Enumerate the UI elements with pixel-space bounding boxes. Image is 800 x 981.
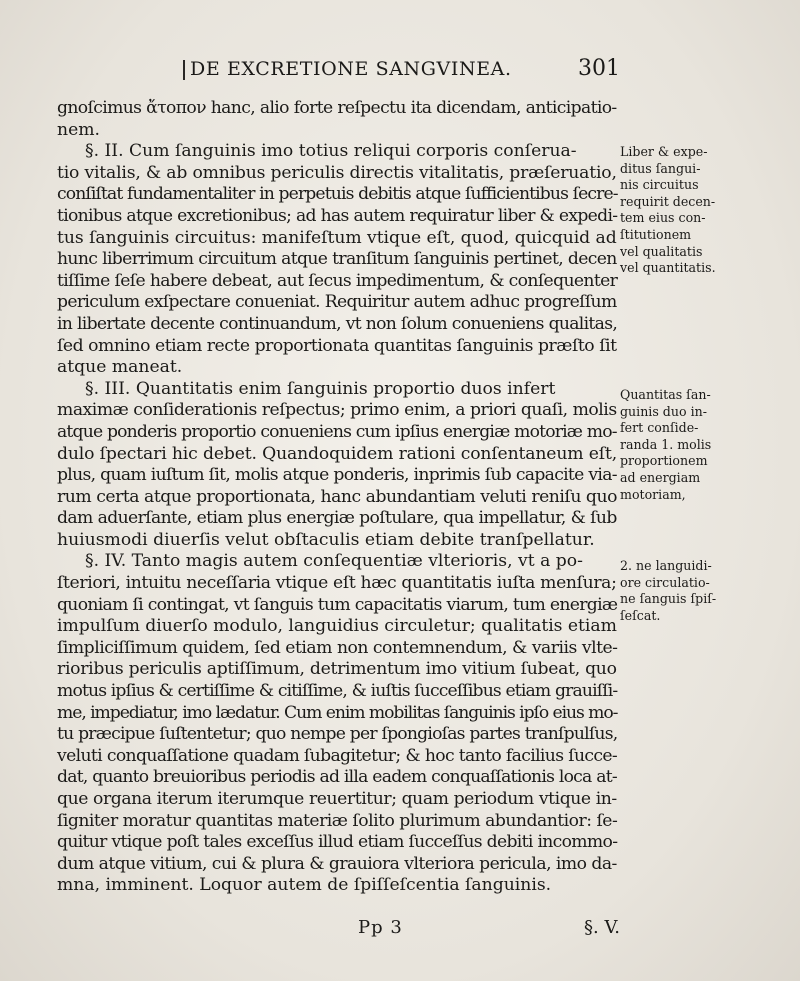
text-line: periculum exſpectare conueniat. Requiritur autem adhuc progreſſum	[57, 292, 617, 313]
text-line: atque ponderis proportio conueniens cum ipſius energiæ motoriæ mo-	[57, 421, 617, 442]
text-line: me, impediatur, imo lædatur. Cum enim mobilitas ſanguinis ipſo eius mo-	[57, 702, 618, 723]
text-line: ſigniter moratur quantitas materiæ ſolito plurimum abundantior: ſe-	[57, 810, 618, 831]
text-line: huiusmodi diuerſis velut obſtaculis etiam debite tranſpellatur.	[57, 529, 595, 550]
text-line: gnoſcimus ἄτοπον hanc, alio forte reſpectu ita dicendam, anticipatio-	[57, 98, 617, 118]
text-line: impulſum diuerſo modulo, languidius circuletur; qualitatis etiam	[57, 616, 617, 637]
text-line: tiſſime ſeſe habere debeat, aut ſecus impedimentum, & conſequenter	[57, 270, 618, 291]
margin-note-line: ad energiam	[620, 469, 701, 485]
margin-note-line: ore circulatio-	[620, 574, 710, 590]
text-line: ſimpliciſſimum quidem, ſed etiam non contemnendum, & variis vlte-	[57, 637, 618, 658]
margin-note-line: fert conſide-	[620, 420, 699, 436]
text-line: §. IV. Tanto magis autem conſequentiæ vlterioris, vt a po-	[85, 551, 583, 572]
text-line: maximæ conſiderationis reſpectus; primo enim, a priori quaſi, molis	[57, 400, 617, 421]
running-title: DE EXCRETIONE SANGVINEA.	[190, 58, 512, 80]
margin-note-line: ne ſanguis ſpiſ-	[620, 591, 717, 607]
text-line: §. III. Quantitatis enim ſanguinis proportio duos infert	[85, 378, 556, 399]
text-line: ſteriori, intuitu neceſſaria vtique eſt hæc quantitatis iuſta menſura;	[57, 573, 617, 594]
text-line: dum atque vitium, cui & plura & grauiora vlteriora pericula, imo da-	[57, 853, 617, 874]
margin-note-line: proportionem	[620, 453, 708, 469]
text-line: tionibus atque excretionibus; ad has autem requiratur liber & expedi-	[57, 205, 618, 226]
text-line: dulo ſpectari hic debet. Quandoquidem rationi conſentaneum eſt,	[57, 443, 618, 464]
catchword: §. V.	[584, 917, 621, 938]
margin-note-line: Liber & expe-	[620, 144, 708, 159]
text-line: tu præcipue ſuſtentetur; quo nempe per ſpongioſas partes tranſpulſus,	[57, 724, 618, 745]
text-line: in libertate decente continuandum, vt non ſolum conueniens qualitas,	[57, 313, 618, 334]
text-line: conſiſtat fundamentaliter in perpetuis debitis atque ſufficientibus ſecre-	[57, 184, 618, 205]
text-line: mna, imminent. Loquor autem de ſpiſſeſcentia ſanguinis.	[57, 875, 552, 896]
margin-note	[620, 387, 796, 503]
text-line: §. II. Cum ſanguinis imo totius reliqui corporis conſerua-	[85, 141, 577, 162]
margin-note-line: ditus ſangui-	[620, 160, 701, 176]
text-line: nem.	[57, 119, 101, 140]
margin-note-line: guinis duo in-	[620, 403, 707, 419]
text-line: dat, quanto breuioribus periodis ad illa eadem conquaſſationis loca at-	[57, 767, 617, 788]
main-text	[57, 98, 617, 897]
text-line: que organa iterum iterumque reuertitur; quam periodum vtique in-	[57, 789, 617, 809]
text-line: veluti conquaſſatione quadam ſubagitetur; & hoc tanto facilius ſucce-	[57, 745, 618, 766]
page-number: 301	[578, 56, 620, 81]
margin-note-line: tem eius con-	[620, 210, 706, 226]
text-line: rum certa atque proportionata, hanc abundantiam veluti reniſu quo	[57, 486, 617, 507]
margin-note-line: Quantitas ſan-	[620, 387, 711, 402]
margin-note	[620, 144, 796, 277]
margin-note-line: vel quantitatis.	[620, 260, 716, 276]
text-line: hunc liberrimum circuitum atque tranſitum ſanguinis pertinet, decen	[57, 249, 617, 270]
margin-note-line: randa 1. molis	[620, 436, 712, 452]
text-line: tio vitalis, & ab omnibus periculis directis vitalitatis, præſeruatio,	[57, 162, 617, 183]
margin-note-line: ſeſcat.	[620, 607, 661, 623]
text-line: dam aduerſante, etiam plus energiæ poſtulare, qua impellatur, & ſub	[57, 508, 617, 529]
margin-note-line: requirit decen-	[620, 193, 716, 209]
text-line: rioribus periculis aptiſſimum, detrimentum imo vitium ſubeat, quo	[57, 659, 617, 680]
margin-note-line: 2. ne languidi-	[620, 558, 712, 573]
margin-note-line: ſtitutionem	[620, 226, 692, 242]
margin-note	[620, 558, 796, 624]
text-line: plus, quam iuſtum ſit, molis atque ponderis, inprimis ſub capacite via-	[57, 465, 617, 486]
text-line: motus ipſius & certiſſime & citiſſime, & iuſtis ſucceſſibus etiam grauiſſi-	[57, 681, 618, 702]
margin-note-line: nis circuitus	[620, 177, 699, 193]
text-line: ſed omnino etiam recte proportionata quantitas ſanguinis præſto ſit	[57, 335, 617, 356]
margin-note-line: vel qualitatis	[620, 243, 703, 259]
running-header	[0, 52, 800, 82]
text-line: quitur vtique poſt tales exceſſus illud etiam ſucceſſus debiti incommo-	[57, 832, 618, 853]
text-line: atque maneat.	[57, 357, 183, 378]
text-line: quoniam ſi contingat, vt ſanguis tum capacitatis viarum, tum energiæ	[57, 594, 618, 615]
header-rule	[183, 60, 185, 80]
margin-note-line: motoriam,	[620, 486, 686, 502]
signature-mark: Pp 3	[358, 917, 403, 938]
text-line: tus ſanguinis circuitus: manifeſtum vtique eſt, quod, quicquid ad	[57, 227, 617, 248]
